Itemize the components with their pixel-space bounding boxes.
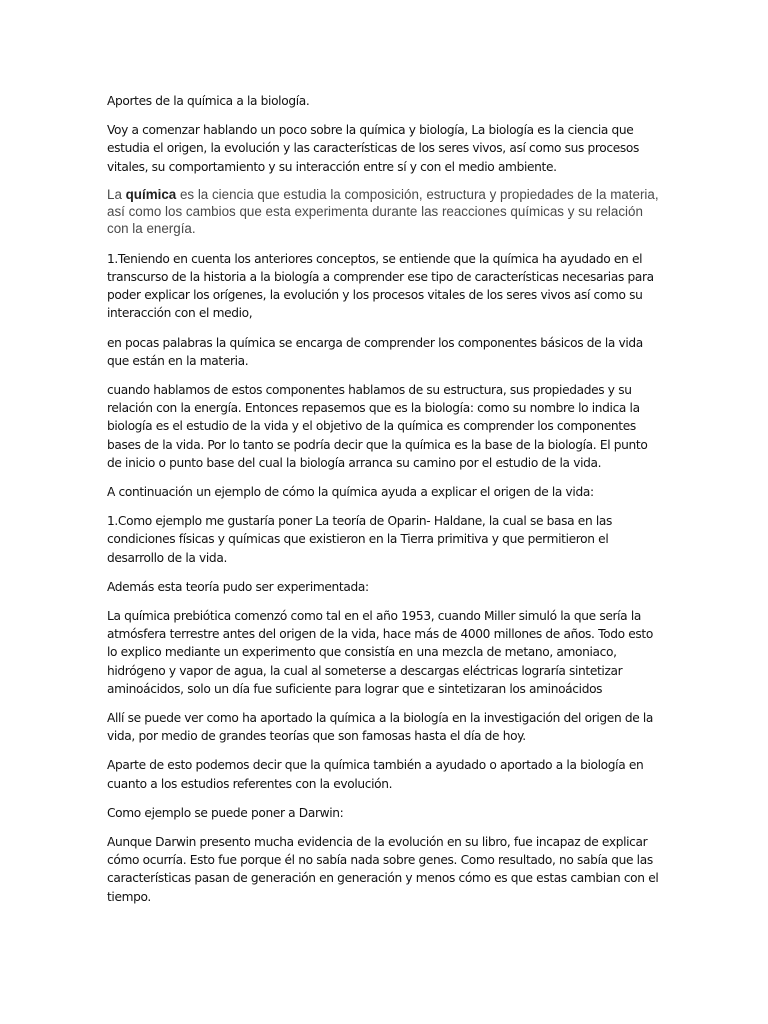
paragraph-oparin-haldane: 1.Como ejemplo me gustaría poner La teoría de Oparin- Haldane, la cual se basa en las condiciones físicas y químicas que existieron en la Tierra primitiva y que permitieron el desarrollo de la vida. [107,514,612,565]
document-title: Aportes de la química a la biología. [107,94,310,108]
paragraph-concepts: 1.Teniendo en cuenta los anteriores conceptos, se entiende que la química ha ayudado en el transcurso de la historia a la biología a comprender ese tipo de características necesarias para poder explicar los orígenes, la evolución y los procesos vitales de los seres vivos así como su interacción con el medio, [107,251,654,321]
paragraph-summary: en pocas palabras la química se encarga de comprender los componentes básicos de la vida que están en la materia. [107,335,643,368]
paragraph-origin-contribution: Allí se puede ver como ha aportado la química a la biología en la investigación del origen de la vida, por medio de grandes teorías que son famosas hasta el día de hoy. [107,710,654,744]
paragraph-evolution: Aparte de esto podemos decir que la química también a ayudado o aportado a la biología en cuanto a los estudios referentes con la evolución. [107,758,644,791]
paragraph-example-intro: A continuación un ejemplo de cómo la química ayuda a explicar el origen de la vida: [107,484,594,499]
intro-paragraph: Voy a comenzar hablando un poco sobre la química y biología, La biología es la ciencia que estudia el origen, la evolución y las características de los seres vivos, así como sus procesos vitales, su comportamiento y su interacción entre sí y con el medio ambiente. [107,123,640,174]
document-body [107,92,663,917]
definition-text: es la ciencia que estudia la composición, estructura y propiedades de la materia, así como los cambios que esta experimenta durante las reacciones químicas y su relación con la energía. [107,186,659,237]
definition-term: química [125,186,177,202]
definition-lead: La [107,186,126,202]
paragraph-miller: La química prebiótica comenzó como tal en el año 1953, cuando Miller simuló la que sería la atmósfera terrestre antes del origen de la vida, hace más de 4000 millones de años. Todo esto lo explico mediante un experimento que consistía en una mezcla de metano, amoniaco, hidrógeno y vapor de agua, la cual al someterse a descargas eléctricas lograría sintetizar aminoácidos, solo un día fue suficiente para lograr que e sintetizaran los aminoácidos [107,608,653,696]
paragraph-darwin-intro: Como ejemplo se puede poner a Darwin: [107,805,344,820]
chemistry-definition [107,186,663,238]
paragraph-experiment-intro: Además esta teoría pudo ser experimentada: [107,579,369,594]
paragraph-darwin: Aunque Darwin presento mucha evidencia de la evolución en su libro, fue incapaz de explicar cómo ocurría. Esto fue porque él no sabía nada sobre genes. Como resultado, no sabía que las características pasan de generación en generación y menos cómo es que estas cambian con el tiempo. [107,834,659,904]
paragraph-components: cuando hablamos de estos componentes hablamos de su estructura, sus propiedades y su relación con la energía. Entonces repasemos que es la biología: como su nombre lo indica la biología es el estudio de la vida y el objetivo de la química es comprender los componentes bases de la vida. Por lo tanto se podría decir que la química es la base de la biología. El punto de inicio o punto base del cual la biología arranca su camino por el estudio de la vida. [107,382,648,470]
